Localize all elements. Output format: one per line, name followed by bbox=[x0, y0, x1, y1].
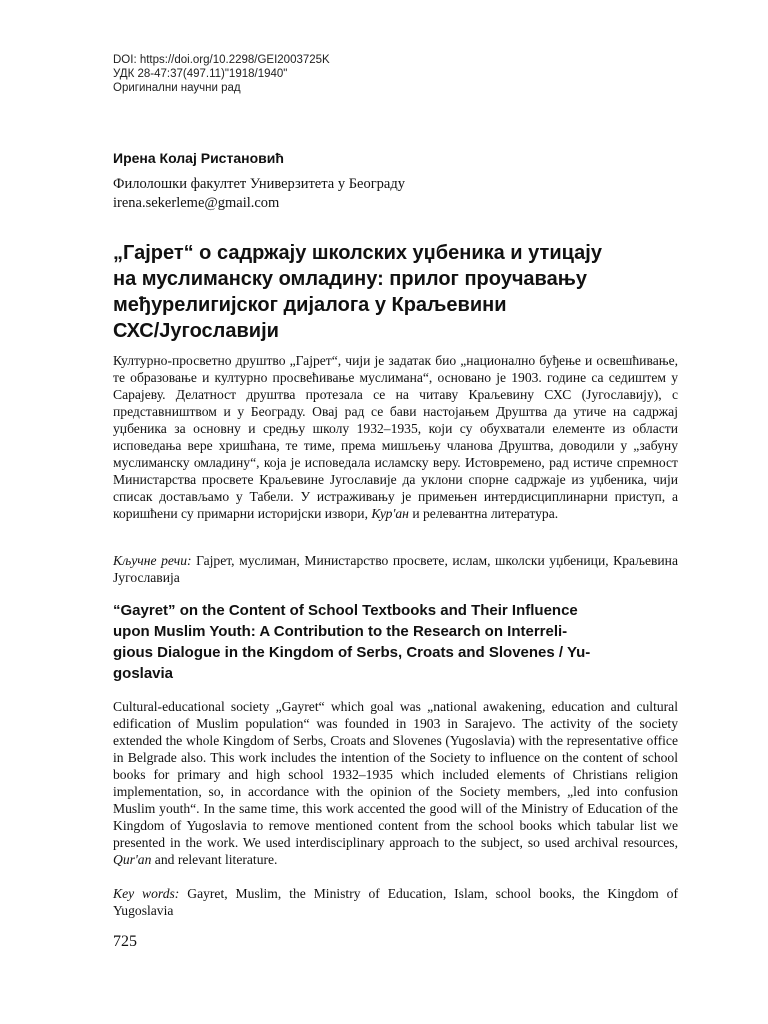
abstract-english bbox=[113, 698, 678, 868]
title-line: gious Dialogue in the Kingdom of Serbs, Croats and Slovenes / Yu- bbox=[113, 644, 591, 661]
udk-line: УДК 28-47:37(497.11)"1918/1940" bbox=[113, 68, 288, 80]
author-name: Ирена Колај Ристановић bbox=[113, 150, 284, 166]
title-line: „Гајрет“ о садржају школских уџбеника и утицају bbox=[113, 242, 602, 264]
title-line: goslavia bbox=[113, 665, 174, 682]
title-line: на муслиманску омладину: прилог проучавању bbox=[113, 268, 587, 290]
keywords-serbian bbox=[113, 552, 678, 586]
abstract-text: Cultural-educational society „Gayret“ which goal was „national awakening, education and cultural edification of Muslim population“ was founded in 1903 in Sarajevo. The activity of the society extended the whole Kingdom of Serbs, Croats and Slovenes (Yugoslavia) with the representative office in Belgrade also. This work includes the intention of the Society to influence on the content of school books for primary and high school 1932–1935 which included elements of Christians religion implementation, so, in accordance with the opinion of the Society members, „led into confusion Muslim youth“. In the same time, this work accented the good will of the Ministry of Education of the Kingdom of Yugoslavia to remove mentioned content from the school books which tabular list we presented in the work. We used interdisciplinary approach to the subject, so used archival resources, bbox=[113, 699, 678, 850]
abstract-text-end: and relevant literature. bbox=[151, 852, 278, 867]
abstract-serbian bbox=[113, 352, 678, 522]
article-type: Оригинални научни рад bbox=[113, 82, 241, 94]
abstract-italic-term: Qur'an bbox=[113, 852, 152, 867]
author-email[interactable]: irena.sekerleme@gmail.com bbox=[113, 195, 280, 211]
keywords-english bbox=[113, 885, 678, 919]
article-metadata bbox=[113, 53, 330, 95]
page-number: 725 bbox=[113, 933, 137, 950]
article-title-english bbox=[113, 600, 678, 684]
keywords-list: Гајрет, муслиман, Министарство просвете, ислам, школски уџбеници, Краљевина Југославија bbox=[113, 553, 678, 585]
abstract-italic-term: Кур'ан bbox=[371, 506, 409, 521]
author-affiliation: Филолошки факултет Универзитета у Београду bbox=[113, 176, 405, 192]
title-line: СХС/Југославији bbox=[113, 320, 279, 342]
abstract-text-end: и релевантна литература. bbox=[408, 506, 559, 521]
doi-line[interactable]: DOI: https://doi.org/10.2298/GEI2003725K bbox=[113, 54, 330, 66]
keywords-list: Gayret, Muslim, the Ministry of Education, Islam, school books, the Kingdom of Yugoslavia bbox=[113, 886, 679, 918]
title-line: “Gayret” on the Content of School Textbooks and Their Influence bbox=[113, 602, 578, 619]
keywords-label: Кључне речи: bbox=[113, 553, 192, 568]
author-affiliation-block bbox=[113, 175, 405, 213]
keywords-label: Key words: bbox=[113, 886, 180, 901]
title-line: међурелигијског дијалога у Краљевини bbox=[113, 294, 507, 316]
title-line: upon Muslim Youth: A Contribution to the Research on Interreli- bbox=[113, 623, 568, 640]
article-title-serbian bbox=[113, 240, 673, 344]
abstract-text: Културно-просветно друштво „Гајрет“, чији је задатак био „национално буђење и освешћивање, те образовање и културно просвећивање муслимана“, основано је 1903. године са седиштем у Сарајеву. Делатност друштва протезала се на читаву Краљевину СХС (Југославију), с представништвом и у Београду. Овај рад се бави настојањем Друштва да утиче на садржај уџбеника за основну и средњу школу 1932–1935, који су обухватали елементе из области исповедања вере хришћана, те тиме, према мишљењу чланова Друштва, доводили у „забуну муслиманску омладину“, која је исповедала исламску веру. Истовремено, рад истиче спремност Министарства просвете Краљевине Југославије да уклони спорне садржаје из уџбеника, чији списак достављамо у Табели. У истраживању је примењен интердисциплинарни приступ, а коришћени су примарни историјски извори, bbox=[113, 353, 678, 521]
